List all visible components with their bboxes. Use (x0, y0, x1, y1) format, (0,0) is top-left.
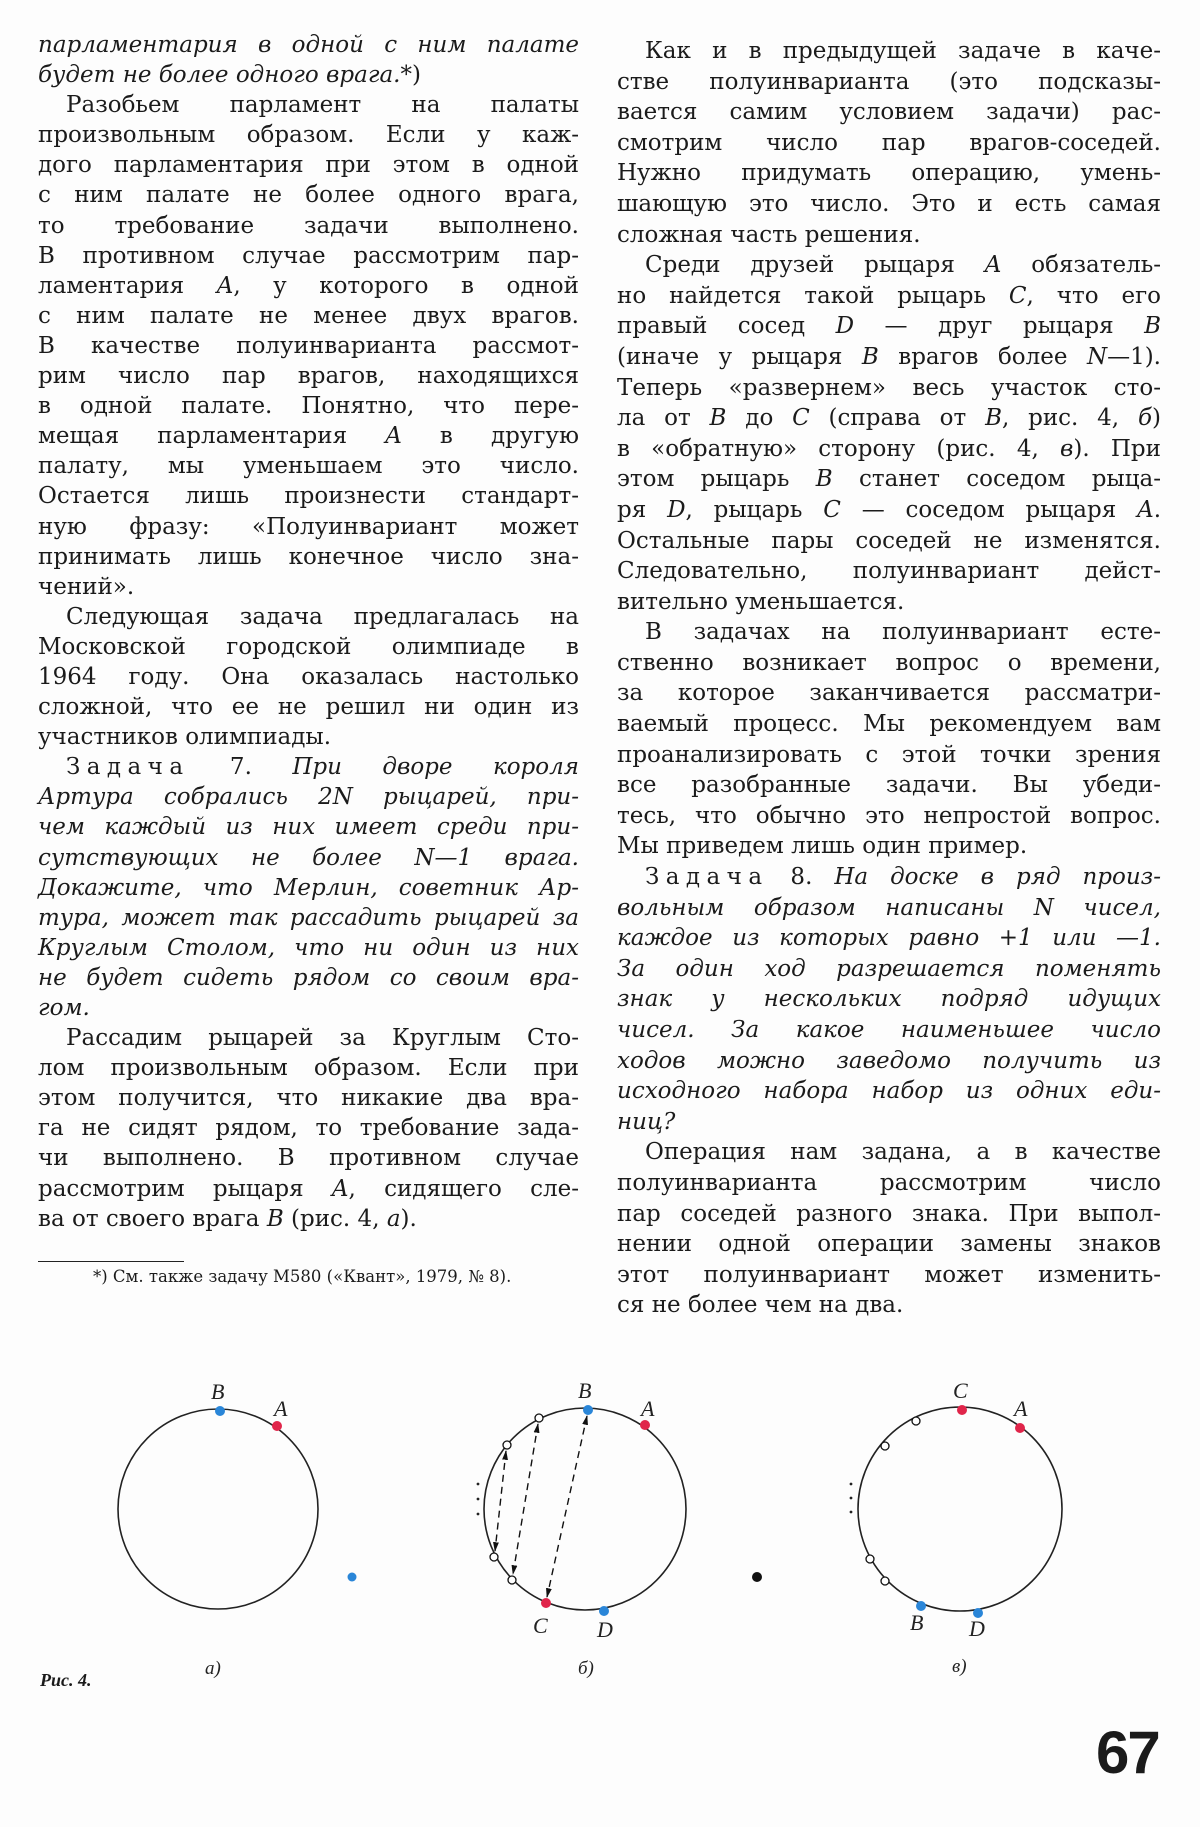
text-segment: этом получится, что никакие два вра- (38, 1085, 579, 1112)
text-segment: с ним палате не более одного врага, (38, 182, 579, 209)
ellipsis-dot (477, 1513, 480, 1516)
knight-open-dot (866, 1555, 874, 1563)
text-segment: стве полуинварианта (это подсказы- (617, 68, 1161, 95)
figure-panel-c (850, 1378, 1062, 1677)
label-a: A (1014, 1396, 1028, 1421)
text-segment: (справа от (809, 405, 986, 432)
text-segment: В задачах на полуинвариант есте- (645, 619, 1161, 646)
text-segment: B (815, 466, 833, 493)
ellipsis-dot (477, 1498, 480, 1501)
text-segment: Задача (645, 864, 769, 891)
knight-a-enemy-dot (272, 1421, 282, 1431)
text-segment: полуинварианта рассмотрим число (617, 1169, 1161, 1196)
text-segment: в «обратную» сторону (рис. 4, (617, 435, 1060, 462)
figure-panel-a (118, 1379, 318, 1679)
label-b: B (910, 1610, 924, 1635)
text-segment: станет соседом рыца- (832, 466, 1161, 493)
text-segment: ). При (1073, 435, 1161, 462)
text-segment: принимать лишь конечное число зна- (38, 543, 579, 570)
text-segment: палату, мы уменьшаем это число. (38, 453, 579, 480)
label-d: D (597, 1617, 613, 1642)
text-segment: , рис. 4, (1001, 405, 1138, 432)
text-segment: За один ход разрешается поменять (617, 955, 1161, 982)
text-segment: (иначе у рыцаря (617, 343, 862, 370)
text-segment: Московской городской олимпиаде в (38, 633, 579, 660)
text-segment: ламентария (38, 272, 217, 299)
text-segment: чи выполнено. В противном случае (38, 1145, 579, 1172)
text-segment: а (386, 1205, 401, 1232)
text-segment: B (985, 405, 1002, 432)
knight-open-dot (508, 1576, 516, 1584)
figure-caption: Рис. 4. (40, 1670, 92, 1690)
knight-open-dot (490, 1553, 498, 1561)
text-segment: Следовательно, полуинвариант дейст- (617, 558, 1161, 585)
text-segment: обязатель- (1001, 252, 1161, 279)
text-segment: шающую это число. Это и есть самая (617, 190, 1161, 217)
panel-sublabel-a: а) (205, 1658, 221, 1679)
text-segment: Мы приведем лишь один пример. (617, 833, 1028, 860)
text-segment: проанализировать с этой точки зрения (617, 741, 1161, 768)
text-segment: A (331, 1175, 349, 1202)
text-segment: Артура собрались 2N рыцарей, при- (38, 784, 579, 811)
text-segment: с ним палате не менее двух врагов. (38, 302, 579, 329)
label-b: B (578, 1378, 592, 1403)
knight-open-dot (881, 1442, 889, 1450)
knight-a-enemy-dot (640, 1420, 650, 1430)
swap-arrow (495, 1451, 506, 1551)
label-a: A (641, 1396, 655, 1421)
footnote: *) См. также задачу М580 («Квант», 1979, № 8). (93, 1267, 512, 1286)
text-segment: дого парламентария при этом в одной (38, 152, 579, 179)
text-segment: вительно уменьшается. (617, 588, 905, 615)
text-segment: тура, может так рассадить рыцарей за (38, 904, 579, 931)
text-segment: га не сидят рядом, то требование зада- (38, 1115, 579, 1142)
text-segment: до (726, 405, 793, 432)
text-segment: чем каждый из них имеет среди при- (38, 814, 579, 841)
swap-arrow (513, 1424, 538, 1574)
text-segment: A (385, 423, 402, 450)
text-segment: Остается лишь произнести стандарт- (38, 483, 579, 510)
knight-b-friend-dot (583, 1405, 593, 1415)
text-segment: , сидящего сле- (348, 1175, 579, 1202)
text-segment: вольным образом написаны N чисел, (617, 894, 1161, 921)
text-segment: Как и в предыдущей задаче в каче- (645, 38, 1161, 64)
text-segment: Остальные пары соседей не изменятся. (617, 527, 1161, 554)
text-segment: ходов можно заведомо получить из (617, 1047, 1161, 1074)
text-segment: Операция нам задана, а в качестве (645, 1139, 1161, 1166)
text-segment: пар соседей разного знака. При выпол- (617, 1200, 1161, 1227)
legend-friend-dot (348, 1573, 357, 1582)
text-segment: смотрим число пар врагов-соседей. (617, 129, 1161, 156)
text-segment: — соседом рыцаря (840, 496, 1138, 523)
text-segment: N (1086, 343, 1108, 370)
text-segment: в другую (401, 423, 579, 450)
text-segment: Докажите, что Мерлин, советник Ар- (38, 874, 579, 901)
text-segment: участников олимпиады. (38, 724, 332, 751)
text-segment: парламентария в одной с ним палате (38, 32, 579, 58)
text-segment: гом. (38, 995, 90, 1021)
text-segment: ную фразу: «Полуинвариант может (38, 513, 579, 540)
knight-open-dot (881, 1577, 889, 1585)
text-segment: 8. (768, 864, 835, 891)
label-c: C (533, 1613, 548, 1638)
text-segment: в одной палате. Понятно, что пере- (38, 393, 579, 420)
knight-d-friend-dot (599, 1606, 609, 1616)
ellipsis-dot (477, 1483, 480, 1486)
text-segment: — друг рыцаря (854, 313, 1145, 340)
text-segment: Разобьем парламент на палаты (66, 92, 579, 119)
text-segment: На доске в ряд произ- (834, 864, 1161, 891)
text-segment: ственно возникает вопрос о времени, (617, 649, 1161, 676)
text-segment: ). (400, 1205, 417, 1232)
text-segment: Рассадим рыцарей за Круглым Сто- (66, 1025, 579, 1052)
text-segment: 1964 году. Она оказалась настолько (38, 663, 579, 690)
text-segment: Следующая задача предлагалась на (66, 603, 579, 630)
text-segment: этот полуинвариант может изменить- (617, 1261, 1161, 1288)
text-segment: правый сосед (617, 313, 836, 340)
knight-open-dot (503, 1441, 511, 1449)
ellipsis-dot (850, 1497, 853, 1500)
text-segment: рим число пар врагов, находящихся (38, 363, 579, 390)
text-segment: В качестве полуинварианта рассмот- (38, 332, 579, 359)
text-segment: сложная часть решения. (617, 221, 921, 248)
text-segment: за которое заканчивается рассматри- (617, 680, 1161, 707)
text-segment: ) (1152, 405, 1161, 432)
page-number: 67 (1096, 1719, 1159, 1786)
text-segment: 7. (189, 754, 293, 781)
text-segment: ся не более чем на два. (617, 1292, 904, 1319)
text-segment: исходного набора набор из одних еди- (617, 1078, 1161, 1105)
text-segment: чисел. За какое наименьшее число (617, 1017, 1161, 1043)
knight-b-friend-dot (215, 1406, 225, 1416)
text-segment: этом рыцарь (617, 466, 816, 493)
text-segment: , что его (1026, 282, 1161, 309)
text-segment: При дворе короля (292, 754, 579, 781)
text-segment: A (984, 252, 1002, 279)
figure-panel-b (477, 1378, 686, 1679)
ellipsis-dot (850, 1511, 853, 1514)
text-segment: , рыцарь (685, 496, 824, 523)
label-d: D (969, 1616, 985, 1641)
text-segment: , у которого в одной (233, 272, 579, 299)
text-segment: Задача (66, 754, 190, 781)
text-segment: Круглым Столом, что ни один из них (38, 934, 579, 961)
text-segment: A (216, 272, 234, 299)
panel-sublabel-b: б) (578, 1658, 594, 1679)
knight-c-enemy-dot (957, 1405, 967, 1415)
text-segment: врагов более (878, 343, 1087, 370)
text-segment: тесь, что обычно это непростой вопрос. (617, 802, 1161, 829)
text-segment: в (1059, 435, 1074, 462)
panel-sublabel-c: в) (952, 1656, 967, 1677)
text-segment: но найдется такой рыцарь (617, 282, 1009, 309)
text-segment: вается самим условием задачи) рас- (617, 99, 1161, 126)
text-segment: B (266, 1205, 284, 1232)
knight-open-dot (912, 1417, 920, 1425)
text-segment: ваемый процесс. Мы рекомендуем вам (617, 711, 1161, 738)
label-a: A (274, 1396, 288, 1421)
text-segment: рассмотрим рыцаря (38, 1175, 332, 1202)
label-c: C (953, 1378, 968, 1403)
text-segment: C (823, 496, 841, 523)
text-segment: сложной, что ее не решил ни один из (38, 694, 579, 721)
text-segment: произвольным образом. Если у каж- (38, 122, 579, 149)
text-segment: —1). (1107, 343, 1161, 370)
text-segment: не будет сидеть рядом со своим вра- (38, 964, 579, 991)
swap-arrow (547, 1416, 587, 1597)
text-segment: A (1137, 496, 1154, 523)
text-segment: каждое из которых равно +1 или —1. (617, 925, 1161, 952)
text-segment: *) (400, 62, 421, 89)
label-b: B (211, 1379, 225, 1404)
text-segment: B (1144, 313, 1161, 340)
text-segment: ва от своего врага (38, 1205, 267, 1232)
ellipsis-dot (850, 1483, 853, 1486)
knight-open-dot (535, 1414, 543, 1422)
knight-c-enemy-dot (541, 1598, 551, 1608)
text-segment: б (1137, 405, 1152, 432)
text-segment: . (1153, 496, 1161, 523)
text-segment: будет не более одного врага. (38, 62, 401, 89)
text-segment: знак у нескольких подряд идущих (617, 986, 1161, 1013)
text-segment: нении одной операции замены знаков (617, 1231, 1161, 1258)
text-segment: C (792, 405, 810, 432)
text-segment: мещая парламентария (38, 423, 386, 450)
text-segment: (рис. 4, (283, 1205, 387, 1232)
text-segment: чений». (38, 573, 135, 600)
knight-a-enemy-dot (1015, 1423, 1025, 1433)
text-segment: лом произвольным образом. Если при (38, 1055, 579, 1082)
text-segment: ла от (617, 405, 710, 432)
text-segment: Теперь «развернем» весь участок сто- (617, 374, 1161, 401)
text-segment: В противном случае рассмотрим пар- (38, 242, 579, 269)
text-segment: ря (617, 496, 668, 523)
text-segment: Нужно придумать операцию, умень- (617, 160, 1161, 187)
text-segment: C (1008, 282, 1027, 309)
text-segment: B (709, 405, 727, 432)
separator-dot (752, 1572, 762, 1582)
text-segment: B (861, 343, 879, 370)
text-segment: Среди друзей рыцаря (645, 252, 985, 279)
text-segment: D (835, 313, 855, 340)
text-segment: ниц? (617, 1108, 676, 1135)
round-table-circle (118, 1409, 318, 1609)
text-segment: D (667, 496, 686, 523)
text-segment: сутствующих не более N—1 врага. (38, 844, 579, 871)
text-segment: то требование задачи выполнено. (38, 212, 579, 239)
text-segment: все разобранные задачи. Вы убеди- (617, 772, 1161, 799)
